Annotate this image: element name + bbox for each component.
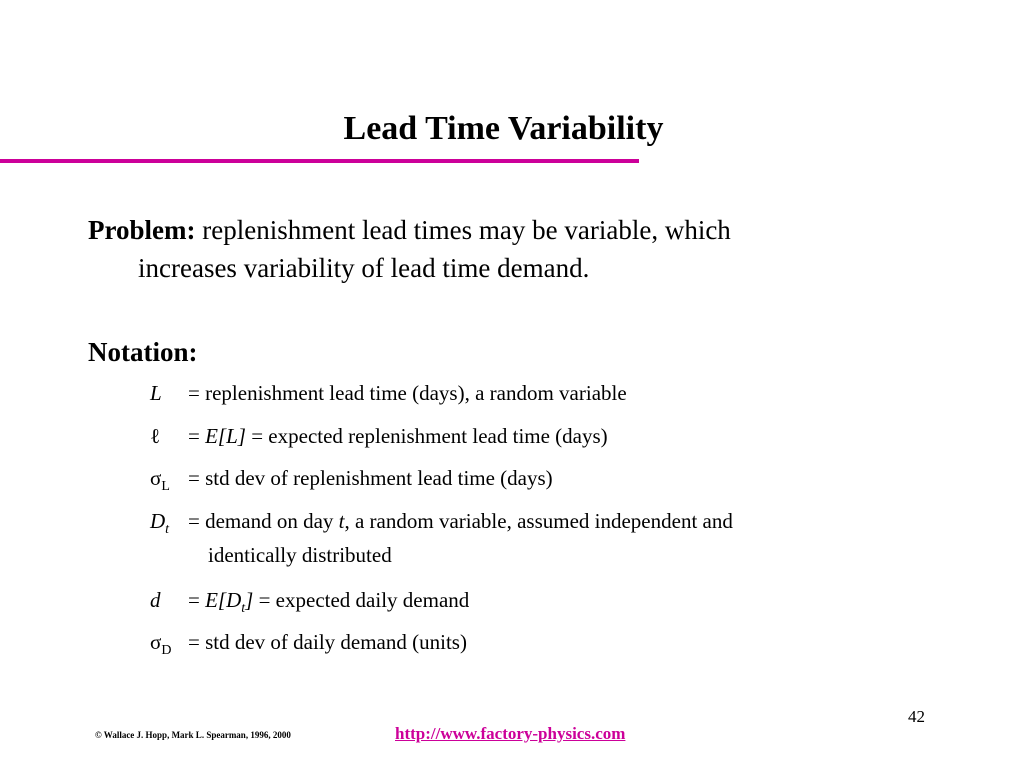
sigma-symbol: σ (150, 630, 162, 655)
factory-physics-link[interactable]: http://www.factory-physics.com (395, 724, 626, 743)
title-underline-rule (0, 159, 639, 163)
page-number: 42 (908, 707, 925, 726)
problem-line-1 (88, 211, 888, 249)
problem-statement (88, 211, 888, 287)
notation-definition (188, 420, 890, 452)
symbol-main: D (150, 509, 166, 534)
notation-symbol: L (150, 381, 162, 405)
notation-definition-text: = expected replenishment lead time (days) (245, 423, 608, 448)
definition-variable: t (338, 509, 345, 534)
problem-label: Problem: (88, 215, 196, 245)
symbol-subscript: L (161, 479, 170, 495)
notation-item-ell (150, 420, 890, 452)
notation-item-L (150, 377, 890, 409)
notation-definition: = std dev of replenishment lead time (days) (188, 466, 553, 491)
notation-definition (188, 505, 890, 573)
expression-subscript: t (241, 600, 246, 616)
notation-item-Dt (150, 505, 890, 573)
sigma-symbol: σ (150, 466, 162, 491)
notation-item-d (150, 584, 890, 616)
notation-symbol (150, 462, 188, 494)
symbol-subscript: t (165, 522, 170, 538)
problem-line-2 (88, 249, 888, 287)
notation-definition: = replenishment lead time (days), a random variable (188, 381, 627, 405)
notation-symbol (150, 505, 188, 537)
definition-part-a: = demand on day (188, 509, 339, 534)
notation-definition (188, 584, 890, 616)
notation-item-sigma-L (150, 462, 890, 494)
expression-close: ] (245, 587, 254, 612)
notation-definition: = std dev of daily demand (units) (188, 630, 467, 655)
equals-sign: = (188, 587, 206, 612)
copyright-notice: © Wallace J. Hopp, Mark L. Spearman, 1996, 2000 (95, 730, 291, 740)
notation-symbol (150, 626, 188, 658)
notation-symbol: ℓ (150, 423, 161, 448)
expression-main: E[D (205, 587, 242, 612)
notation-symbol: d (150, 587, 161, 612)
problem-text-1: replenishment lead times may be variable, which (202, 215, 731, 245)
definition-continuation: identically distributed (208, 543, 392, 568)
definition-part-b: , a random variable, assumed independent and (344, 509, 733, 534)
symbol-subscript: D (161, 643, 172, 659)
notation-expression: E[L] (205, 423, 246, 448)
notation-heading: Notation: (88, 337, 198, 367)
notation-item-sigma-D (150, 626, 890, 658)
notation-list (150, 377, 890, 669)
equals-sign: = (188, 423, 206, 448)
slide-title: Lead Time Variability (343, 110, 664, 147)
problem-text-2: increases variability of lead time demand. (138, 253, 590, 283)
notation-definition-text: = expected daily demand (253, 587, 470, 612)
notation-expression (205, 587, 254, 616)
